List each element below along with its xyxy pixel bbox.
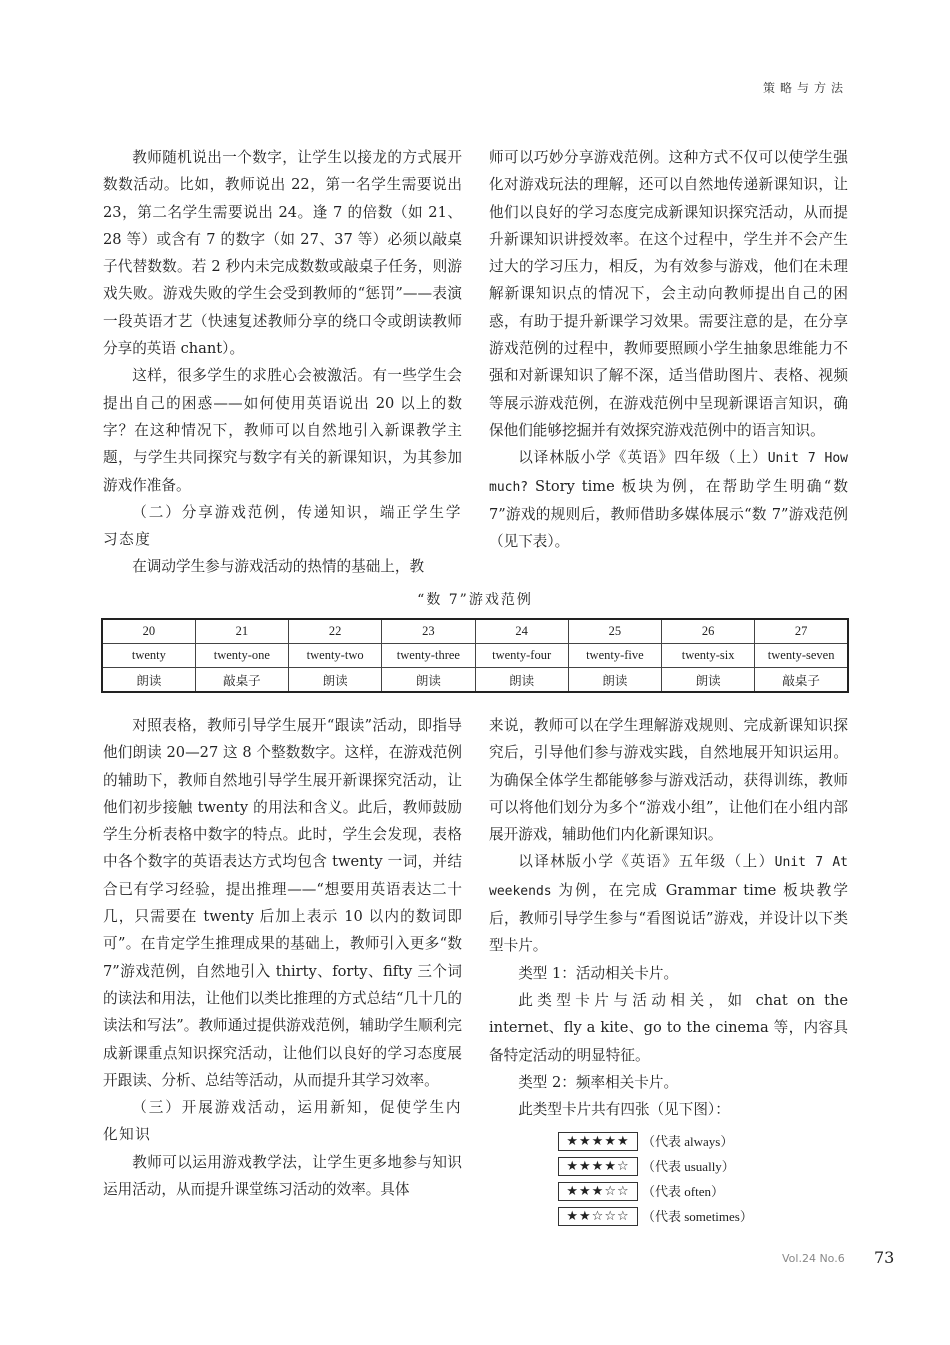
card-label: （代表 sometimes） (642, 1208, 753, 1224)
table-cell: 朗读 (289, 668, 382, 693)
paragraph: 对照表格，教师引导学生展开“跟读”活动，即指导他们朗读 20—27 这 8 个整数数字。这样，在游戏范例的辅助下，教师自然地引导学生展开新课探究活动，让他们初步接触 twenty 的用法和含义。此后，教师鼓励学生分析表格中数字的特点。此时，学生会发现，表格中各个数字的英语表达方式均包含 twenty 一词，并结合已有学习经验，提出推理——“想要用英语表达二十几，只需要在 twenty 后加上表示 10 以内的数词即可”。在肯定学生推理成果的基础上，教师引入更多“数 7”游戏范例，自然地引入 thirty、forty、fifty 三个词的读法和用法，让他们以类比推理的方式总结“几十几的读法和写法”。教师通过提供游戏范例，辅助学生顺利完成新课重点知识探究活动，让他们以良好的学习态度展开跟读、分析、总结等活动，从而提升其学习效率。 (103, 717, 462, 1089)
table-caption: “数 7”游戏范例 (417, 592, 533, 608)
table-cell: 朗读 (102, 668, 195, 693)
table-cell: 27 (755, 619, 848, 644)
text-span: 以译林版小学《英语》五年级（上） (518, 853, 775, 871)
star-rating-icon: ★★★★☆ (558, 1157, 638, 1176)
page-number: 73 (874, 1248, 895, 1267)
table-cell: 敲桌子 (755, 668, 848, 693)
star-rating-icon: ★★★★★ (558, 1132, 638, 1151)
card-label: （代表 always） (642, 1133, 734, 1149)
table-cell: 朗读 (475, 668, 568, 693)
text-span: 为例，在完成 Grammar time 板块教学后，教师引导学生参与“看图说话”游戏，并设计以下类型卡片。 (489, 881, 848, 955)
table-cell: twenty-four (475, 644, 568, 668)
volume-info: Vol.24 No.6 (782, 1252, 845, 1265)
table-cell: 20 (102, 619, 195, 644)
paragraph: 类型 1：活动相关卡片。 (518, 964, 679, 982)
section-heading: （三）开展游戏活动，运用新知，促使学生内化知识 (103, 1099, 462, 1144)
text-span: 以译林版小学《英语》四年级（上） (518, 449, 768, 467)
frequency-card (558, 1204, 848, 1228)
table-cell: twenty (102, 644, 195, 668)
unit-title: Unit 7 How much? (489, 451, 848, 495)
star-rating-icon: ★★☆☆☆ (558, 1207, 638, 1226)
paragraph: 类型 2：频率相关卡片。 (518, 1073, 679, 1091)
table-cell: 朗读 (662, 668, 755, 693)
frequency-card (558, 1179, 848, 1203)
left-column-top (103, 144, 462, 581)
table-row-actions (102, 668, 848, 693)
table-cell: twenty-three (382, 644, 475, 668)
table-row-words (102, 644, 848, 668)
right-column-bottom (489, 712, 848, 1229)
table-cell: 26 (662, 619, 755, 644)
frequency-card (558, 1154, 848, 1178)
paragraph: 教师随机说出一个数字，让学生以接龙的方式展开数数活动。比如，教师说出 22，第一名学生需要说出 23，第二名学生需要说出 24。逢 7 的倍数（如 21、28 等）或含有 7 的数字（如 27、37 等）必须以敲桌子代替数数。若 2 秒内未完成数数或敲桌子任务，则游戏失败。游戏失败的学生会受到教师的“惩罚”——表演一段英语才艺（快速复述教师分享的绕口令或朗读教师分享的英语 chant）。 (103, 149, 462, 358)
paragraph: 此类型卡片与活动相关，如 chat on the internet、fly a kite、go to the cinema 等，内容具备特定活动的明显特征。 (489, 991, 848, 1064)
right-column-top (489, 144, 848, 555)
paragraph: 师可以巧妙分享游戏范例。这种方式不仅可以使学生强化对游戏玩法的理解，还可以自然地传递新课知识，让他们以良好的学习态度完成新课知识探究活动，从而提升新课知识讲授效率。在这个过程中，学生并不会产生过大的学习压力，相反，为有效参与游戏，他们在未理解新课知识点的情况下，会主动向教师提出自己的困惑，有助于提升新课学习效果。需要注意的是，在分享游戏范例的过程中，教师要照顾小学生抽象思维能力不强和对新课知识了解不深，适当借助图片、表格、视频等展示游戏范例，在游戏范例中呈现新课语言知识，确保他们能够挖掘并有效探究游戏范例中的语言知识。 (489, 149, 848, 439)
table-cell: twenty-five (568, 644, 661, 668)
left-column-bottom (103, 712, 462, 1203)
table-cell: 22 (289, 619, 382, 644)
paragraph: 在调动学生参与游戏活动的热情的基础上，教 (132, 558, 425, 576)
table-cell: 25 (568, 619, 661, 644)
table-cell: 敲桌子 (195, 668, 288, 693)
table-cell: 朗读 (382, 668, 475, 693)
unit-title: Unit 7 At weekends (489, 855, 848, 899)
frequency-cards (489, 1129, 848, 1228)
game-example-table (101, 618, 849, 693)
table-cell: twenty-six (662, 644, 755, 668)
table-cell: 朗读 (568, 668, 661, 693)
running-header: 策略与方法 (762, 81, 848, 95)
paragraph: 此类型卡片共有四张（见下图）： (518, 1101, 730, 1119)
star-rating-icon: ★★★☆☆ (558, 1182, 638, 1201)
table-cell: 24 (475, 619, 568, 644)
table-cell: twenty-one (195, 644, 288, 668)
frequency-card (558, 1129, 848, 1153)
card-label: （代表 often） (642, 1183, 724, 1199)
paragraph (489, 848, 848, 959)
table-row-numbers (102, 619, 848, 644)
table-cell: 23 (382, 619, 475, 644)
paragraph: 教师可以运用游戏教学法，让学生更多地参与知识运用活动，从而提升课堂练习活动的效率。具体 (103, 1153, 462, 1199)
section-heading: （二）分享游戏范例，传递知识，端正学生学习态度 (103, 503, 462, 549)
table-cell: twenty-seven (755, 644, 848, 668)
paragraph: 来说，教师可以在学生理解游戏规则、完成新课知识探究后，引导他们参与游戏实践，自然地展开知识运用。为确保全体学生都能够参与游戏活动，获得训练，教师可以将他们划分为多个“游戏小组”，让他们在小组内部展开游戏，辅助他们内化新课知识。 (489, 717, 848, 844)
paragraph: 这样，很多学生的求胜心会被激活。有一些学生会提出自己的困惑——如何使用英语说出 20 以上的数字？在这种情况下，教师可以自然地引入新课教学主题，与学生共同探究与数字有关的新课知识，为其参加游戏作准备。 (103, 367, 462, 494)
paragraph (489, 444, 848, 555)
text-span: Story time 板块为例，在帮助学生明确“数 7”游戏的规则后，教师借助多媒体展示“数 7”游戏范例（见下表）。 (489, 477, 848, 551)
table-cell: 21 (195, 619, 288, 644)
table-cell: twenty-two (289, 644, 382, 668)
card-label: （代表 usually） (642, 1158, 735, 1174)
